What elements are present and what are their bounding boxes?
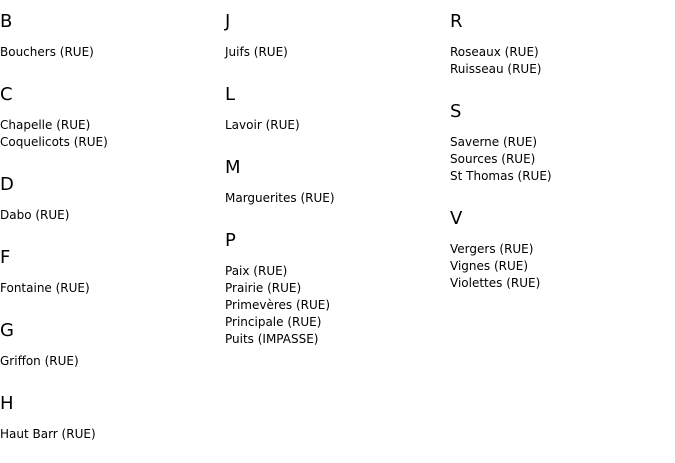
street-link[interactable]: Roseaux (RUE) xyxy=(450,45,539,59)
letter-heading: P xyxy=(225,230,236,251)
street-index-column xyxy=(0,8,225,463)
letter-heading: R xyxy=(450,11,463,32)
street-list xyxy=(0,353,225,370)
street-list xyxy=(0,280,225,297)
letter-group xyxy=(225,227,450,348)
street-link[interactable]: Coquelicots (RUE) xyxy=(0,135,108,149)
street-link[interactable]: Vergers (RUE) xyxy=(450,242,534,256)
street-list xyxy=(450,241,675,292)
letter-group xyxy=(0,390,225,443)
street-link[interactable]: Sources (RUE) xyxy=(450,152,536,166)
letter-heading: J xyxy=(225,11,231,32)
letter-heading: C xyxy=(0,84,13,105)
street-list xyxy=(450,134,675,185)
street-link[interactable]: Juifs (RUE) xyxy=(225,45,288,59)
letter-heading: L xyxy=(225,84,236,105)
street-link[interactable]: Vignes (RUE) xyxy=(450,259,529,273)
letter-heading: S xyxy=(450,101,462,122)
street-list xyxy=(0,207,225,224)
street-list xyxy=(225,117,450,134)
letter-heading: H xyxy=(0,393,14,414)
letter-group xyxy=(0,317,225,370)
letter-heading: G xyxy=(0,320,14,341)
street-link[interactable]: Fontaine (RUE) xyxy=(0,281,90,295)
letter-heading: M xyxy=(225,157,241,178)
street-link[interactable]: Principale (RUE) xyxy=(225,315,322,329)
street-link[interactable]: Lavoir (RUE) xyxy=(225,118,300,132)
street-list xyxy=(0,426,225,443)
letter-heading: D xyxy=(0,174,14,195)
street-link[interactable]: Dabo (RUE) xyxy=(0,208,70,222)
letter-group xyxy=(0,171,225,224)
street-link[interactable]: Primevères (RUE) xyxy=(225,298,331,312)
street-list xyxy=(225,44,450,61)
street-link[interactable]: Saverne (RUE) xyxy=(450,135,538,149)
street-list xyxy=(225,190,450,207)
street-index-column xyxy=(450,8,675,312)
street-list xyxy=(0,117,225,151)
letter-group xyxy=(450,98,675,185)
street-link[interactable]: Marguerites (RUE) xyxy=(225,191,335,205)
street-list xyxy=(225,263,450,348)
letter-heading: F xyxy=(0,247,11,268)
street-link[interactable]: Prairie (RUE) xyxy=(225,281,302,295)
street-link[interactable]: Griffon (RUE) xyxy=(0,354,79,368)
letter-group xyxy=(0,8,225,61)
letter-heading: B xyxy=(0,11,13,32)
street-link[interactable]: Ruisseau (RUE) xyxy=(450,62,542,76)
street-list xyxy=(450,44,675,78)
letter-group xyxy=(225,154,450,207)
street-link[interactable]: Paix (RUE) xyxy=(225,264,288,278)
letter-group xyxy=(450,205,675,292)
letter-group xyxy=(450,8,675,78)
street-list xyxy=(0,44,225,61)
letter-heading: V xyxy=(450,208,463,229)
letter-group xyxy=(0,81,225,151)
letter-group xyxy=(0,244,225,297)
street-link[interactable]: Bouchers (RUE) xyxy=(0,45,94,59)
street-link[interactable]: St Thomas (RUE) xyxy=(450,169,552,183)
street-link[interactable]: Puits (IMPASSE) xyxy=(225,332,319,346)
street-link[interactable]: Haut Barr (RUE) xyxy=(0,427,96,441)
letter-group xyxy=(225,8,450,61)
street-link[interactable]: Chapelle (RUE) xyxy=(0,118,91,132)
letter-group xyxy=(225,81,450,134)
street-index-column xyxy=(225,8,450,368)
street-link[interactable]: Violettes (RUE) xyxy=(450,276,541,290)
